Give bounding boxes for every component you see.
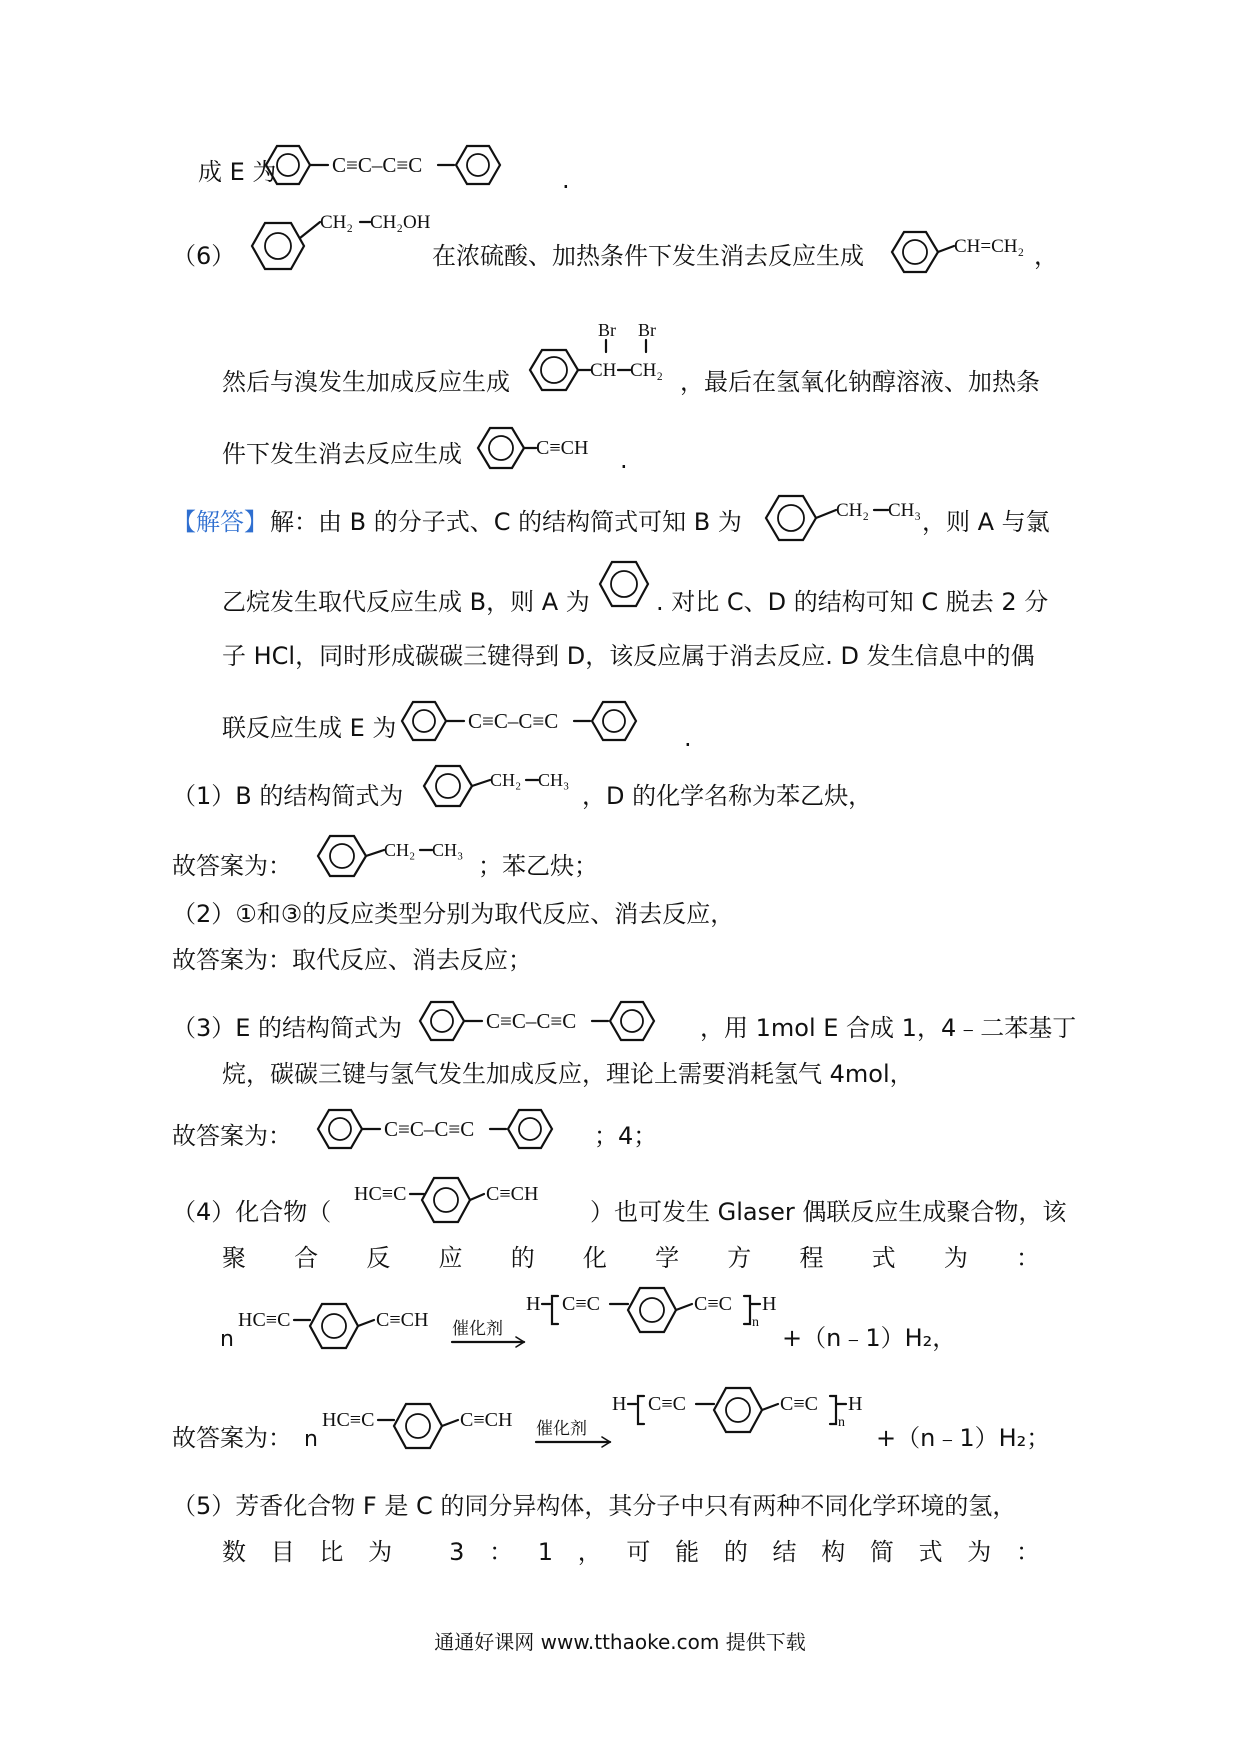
svg-text:CH₂: CH₂ <box>836 500 870 521</box>
benzene-ring <box>252 223 304 269</box>
benzene-ring <box>422 1178 470 1222</box>
svg-text:Br: Br <box>598 320 616 340</box>
svg-text:HC≡C: HC≡C <box>322 1409 375 1431</box>
s6-text3: ，最后在氢氧化钠醇溶液、加热条 <box>680 368 1040 396</box>
q2-answer: 故答案为：取代反应、消去反应； <box>172 946 532 974</box>
svg-text:HC≡C: HC≡C <box>238 1309 291 1331</box>
svg-text:C≡C–C≡C: C≡C–C≡C <box>468 709 559 733</box>
benzene-ring <box>402 702 446 740</box>
period: . <box>562 166 570 194</box>
q3-tail: ，用 1mol E 合成 1，4﹣二苯基丁 <box>700 1014 1077 1042</box>
jieda-line4: 联反应生成 E 为 <box>222 714 397 742</box>
svg-text:n: n <box>220 1327 234 1352</box>
svg-text:C≡C: C≡C <box>780 1393 818 1415</box>
chain-text: C≡C–C≡C <box>332 153 423 177</box>
q4-line2: 聚合反应的化学方程式为： <box>222 1244 1040 1272</box>
benzene-ring <box>592 702 636 740</box>
benzene-ring <box>266 146 310 184</box>
q1-label: （1）B 的结构简式为 <box>172 782 404 810</box>
svg-text:C≡CH: C≡CH <box>376 1309 429 1331</box>
catalyst-label: 催化剂 <box>452 1319 503 1339</box>
q3-answer-tail: ；4； <box>594 1122 658 1150</box>
svg-text:HC≡C: HC≡C <box>354 1183 407 1205</box>
structure-phenylethanol <box>246 200 446 280</box>
svg-text:C≡C: C≡C <box>648 1393 686 1415</box>
benzene-ring <box>600 562 648 606</box>
structure-diethynylbenzene <box>344 1170 594 1230</box>
q4-answer-byproduct: +（n﹣1）H₂； <box>876 1424 1051 1452</box>
q5-line1: （5）芳香化合物 F 是 C 的同分异构体，其分子中只有两种不同化学环境的氢， <box>172 1492 1017 1520</box>
q4-byproduct: +（n﹣1）H₂， <box>782 1324 957 1352</box>
structure-benzene <box>596 548 656 618</box>
svg-text:CH₂OH: CH₂OH <box>370 212 431 233</box>
structure-phenylacetylene <box>474 420 624 476</box>
s6-text1: 在浓硫酸、加热条件下发生消去反应生成 <box>432 242 864 270</box>
jieda-line2b: . 对比 C、D 的结构可知 C 脱去 2 分 <box>656 588 1049 616</box>
svg-text:CH₂: CH₂ <box>320 212 354 233</box>
svg-text:C≡CH: C≡CH <box>486 1183 539 1205</box>
catalyst-label: 催化剂 <box>536 1419 587 1439</box>
benzene-ring <box>766 496 816 540</box>
polymerization-equation-answer <box>300 1390 920 1474</box>
q3-answer-prefix: 故答案为： <box>172 1122 292 1150</box>
svg-text:CH: CH <box>590 360 617 381</box>
benzene-ring <box>318 1110 362 1148</box>
q1-answer-prefix: 故答案为： <box>172 852 292 880</box>
benzene-ring <box>456 146 500 184</box>
e-intro-text: 成 E 为 <box>198 158 277 186</box>
benzene-ring <box>318 836 366 876</box>
jieda-line3: 子 HCl，同时形成碳碳三键得到 D，该反应属于消去反应. D 发生信息中的偶 <box>222 642 1035 670</box>
q2-line: （2）①和③的反应类型分别为取代反应、消去反应， <box>172 900 735 928</box>
structure-ethylbenzene-2 <box>420 758 596 814</box>
svg-text:CH₂: CH₂ <box>490 770 522 790</box>
benzene-ring <box>424 766 472 806</box>
svg-text:CH₂: CH₂ <box>384 840 416 860</box>
jieda-line2a: 乙烷发生取代反应生成 B，则 A 为 <box>222 588 590 616</box>
structure-ethylbenzene-3 <box>314 828 490 884</box>
svg-text:Br: Br <box>638 320 656 340</box>
page-footer: 通通好课网 www.tthaoke.com 提供下载 <box>434 1630 806 1654</box>
svg-text:C≡CH: C≡CH <box>460 1409 513 1431</box>
svg-text:CH₂: CH₂ <box>630 360 664 381</box>
structure-diphenylbutadiyne-2 <box>398 692 698 750</box>
q5-line2: 数目比为 3：1，可能的结构简式为： <box>222 1538 1040 1566</box>
answer-tag: 【解答】 <box>172 508 268 536</box>
q4-answer-prefix: 故答案为： <box>172 1424 292 1452</box>
q3-label: （3）E 的结构简式为 <box>172 1014 403 1042</box>
q1-answer-tail: ；苯乙炔； <box>478 852 598 880</box>
structure-dibromide <box>526 318 680 398</box>
benzene-ring <box>420 1002 464 1040</box>
benzene-ring <box>508 1110 552 1148</box>
svg-text:H: H <box>762 1293 777 1315</box>
q4-tail: ）也可发生 Glaser 偶联反应生成聚合物，该 <box>590 1198 1067 1226</box>
svg-text:CH₃: CH₃ <box>888 500 922 521</box>
svg-text:C≡CH: C≡CH <box>536 437 589 459</box>
svg-text:CH₃: CH₃ <box>432 840 464 860</box>
svg-text:CH₃: CH₃ <box>538 770 570 790</box>
benzene-ring <box>610 1002 654 1040</box>
jieda-line1-tail: ，则 A 与氯 <box>922 508 1050 536</box>
benzene-ring <box>530 350 578 390</box>
svg-text:C≡C–C≡C: C≡C–C≡C <box>384 1117 475 1141</box>
structure-styrene <box>888 224 1050 280</box>
q4-label: （4）化合物（ <box>172 1198 332 1226</box>
structure-ethylbenzene-1 <box>762 488 942 548</box>
s6-text4: 件下发生消去反应生成 <box>222 440 462 468</box>
svg-text:n: n <box>838 1415 845 1430</box>
svg-text:n: n <box>304 1427 318 1452</box>
svg-text:C≡C–C≡C: C≡C–C≡C <box>486 1009 577 1033</box>
period: . <box>620 446 628 474</box>
svg-text:CH=CH₂: CH=CH₂ <box>954 236 1025 257</box>
svg-text:H: H <box>848 1393 863 1415</box>
structure-diphenylbutadiyne-4 <box>314 1100 614 1158</box>
benzene-ring <box>310 1304 358 1348</box>
svg-text:C≡C: C≡C <box>562 1293 600 1315</box>
benzene-ring <box>394 1404 442 1448</box>
period: . <box>684 724 692 752</box>
benzene-ring <box>628 1288 676 1332</box>
structure-diphenylbutadiyne-3 <box>416 992 716 1050</box>
comma: ， <box>1034 242 1058 270</box>
structure-diphenylbutadiyne-1 <box>262 136 562 194</box>
sub-label-6: （6） <box>172 242 236 270</box>
q3-line2: 烷，碳碳三键与氢气发生加成反应，理论上需要消耗氢气 4mol， <box>222 1060 914 1088</box>
q1-tail: ，D 的化学名称为苯乙炔， <box>582 782 873 810</box>
jieda-line1: 解：由 B 的分子式、C 的结构简式可知 B 为 <box>270 508 742 536</box>
benzene-ring <box>478 428 524 468</box>
svg-text:n: n <box>752 1315 759 1330</box>
svg-text:H: H <box>526 1293 541 1315</box>
benzene-ring <box>892 232 938 272</box>
svg-text:H: H <box>612 1393 627 1415</box>
benzene-ring <box>714 1388 762 1432</box>
svg-text:C≡C: C≡C <box>694 1293 732 1315</box>
s6-text2: 然后与溴发生加成反应生成 <box>222 368 510 396</box>
